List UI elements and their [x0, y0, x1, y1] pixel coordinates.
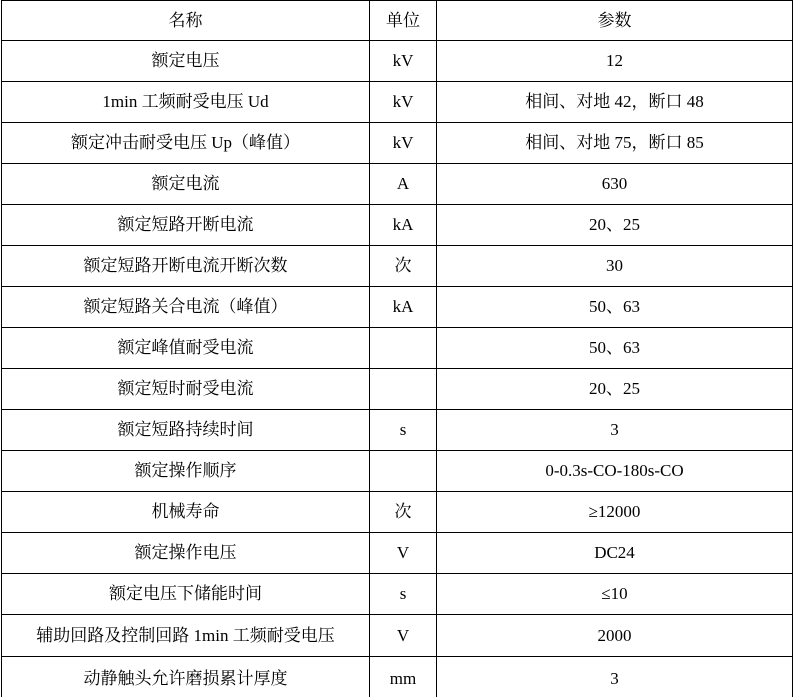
- table-row: [2, 657, 793, 697]
- cell-name: 动静触头允许磨损累计厚度: [2, 657, 370, 697]
- table-row: [2, 123, 793, 164]
- table-body: [2, 41, 793, 697]
- cell-name: 额定短路开断电流: [2, 205, 370, 246]
- cell-unit: s: [370, 574, 437, 615]
- cell-param: 3: [437, 410, 793, 451]
- cell-param: 30: [437, 246, 793, 287]
- cell-unit: kV: [370, 41, 437, 82]
- table-row: [2, 82, 793, 123]
- cell-name: 额定冲击耐受电压 Up（峰值）: [2, 123, 370, 164]
- cell-param: 相间、对地 75，断口 85: [437, 123, 793, 164]
- cell-name: 额定电压下储能时间: [2, 574, 370, 615]
- table-row: [2, 328, 793, 369]
- cell-param: ≥12000: [437, 492, 793, 533]
- cell-name: 额定峰值耐受电流: [2, 328, 370, 369]
- table-row: [2, 451, 793, 492]
- column-header-param: 参数: [437, 1, 793, 41]
- cell-param: 20、25: [437, 205, 793, 246]
- cell-param: 3: [437, 657, 793, 697]
- cell-param: 0-0.3s-CO-180s-CO: [437, 451, 793, 492]
- table-row: [2, 287, 793, 328]
- cell-unit: kA: [370, 205, 437, 246]
- table-header-row: [2, 1, 793, 41]
- column-header-unit: 单位: [370, 1, 437, 41]
- cell-unit: kV: [370, 123, 437, 164]
- cell-param: 50、63: [437, 328, 793, 369]
- cell-name: 辅助回路及控制回路 1min 工频耐受电压: [2, 615, 370, 657]
- cell-unit: mm: [370, 657, 437, 697]
- column-header-name: 名称: [2, 1, 370, 41]
- cell-name: 额定短路持续时间: [2, 410, 370, 451]
- cell-unit: [370, 451, 437, 492]
- table-row: [2, 369, 793, 410]
- cell-unit: s: [370, 410, 437, 451]
- cell-param: 630: [437, 164, 793, 205]
- table-row: [2, 205, 793, 246]
- table-row: [2, 492, 793, 533]
- cell-param: DC24: [437, 533, 793, 574]
- cell-unit: kA: [370, 287, 437, 328]
- cell-unit: [370, 328, 437, 369]
- table-row: [2, 41, 793, 82]
- table-row: [2, 615, 793, 657]
- cell-name: 额定短路关合电流（峰值）: [2, 287, 370, 328]
- cell-param: 50、63: [437, 287, 793, 328]
- cell-unit: 次: [370, 492, 437, 533]
- table-row: [2, 164, 793, 205]
- cell-unit: kV: [370, 82, 437, 123]
- cell-name: 额定电压: [2, 41, 370, 82]
- cell-name: 额定操作顺序: [2, 451, 370, 492]
- cell-name: 1min 工频耐受电压 Ud: [2, 82, 370, 123]
- cell-unit: [370, 369, 437, 410]
- cell-param: 12: [437, 41, 793, 82]
- table-header: [2, 1, 793, 41]
- table-row: [2, 246, 793, 287]
- cell-param: 相间、对地 42，断口 48: [437, 82, 793, 123]
- cell-name: 机械寿命: [2, 492, 370, 533]
- cell-unit: V: [370, 615, 437, 657]
- table-row: [2, 410, 793, 451]
- cell-param: 2000: [437, 615, 793, 657]
- cell-param: 20、25: [437, 369, 793, 410]
- cell-unit: V: [370, 533, 437, 574]
- cell-name: 额定操作电压: [2, 533, 370, 574]
- cell-name: 额定电流: [2, 164, 370, 205]
- table-row: [2, 533, 793, 574]
- cell-unit: 次: [370, 246, 437, 287]
- specification-table: [1, 0, 793, 697]
- cell-name: 额定短时耐受电流: [2, 369, 370, 410]
- cell-name: 额定短路开断电流开断次数: [2, 246, 370, 287]
- cell-unit: A: [370, 164, 437, 205]
- cell-param: ≤10: [437, 574, 793, 615]
- table-row: [2, 574, 793, 615]
